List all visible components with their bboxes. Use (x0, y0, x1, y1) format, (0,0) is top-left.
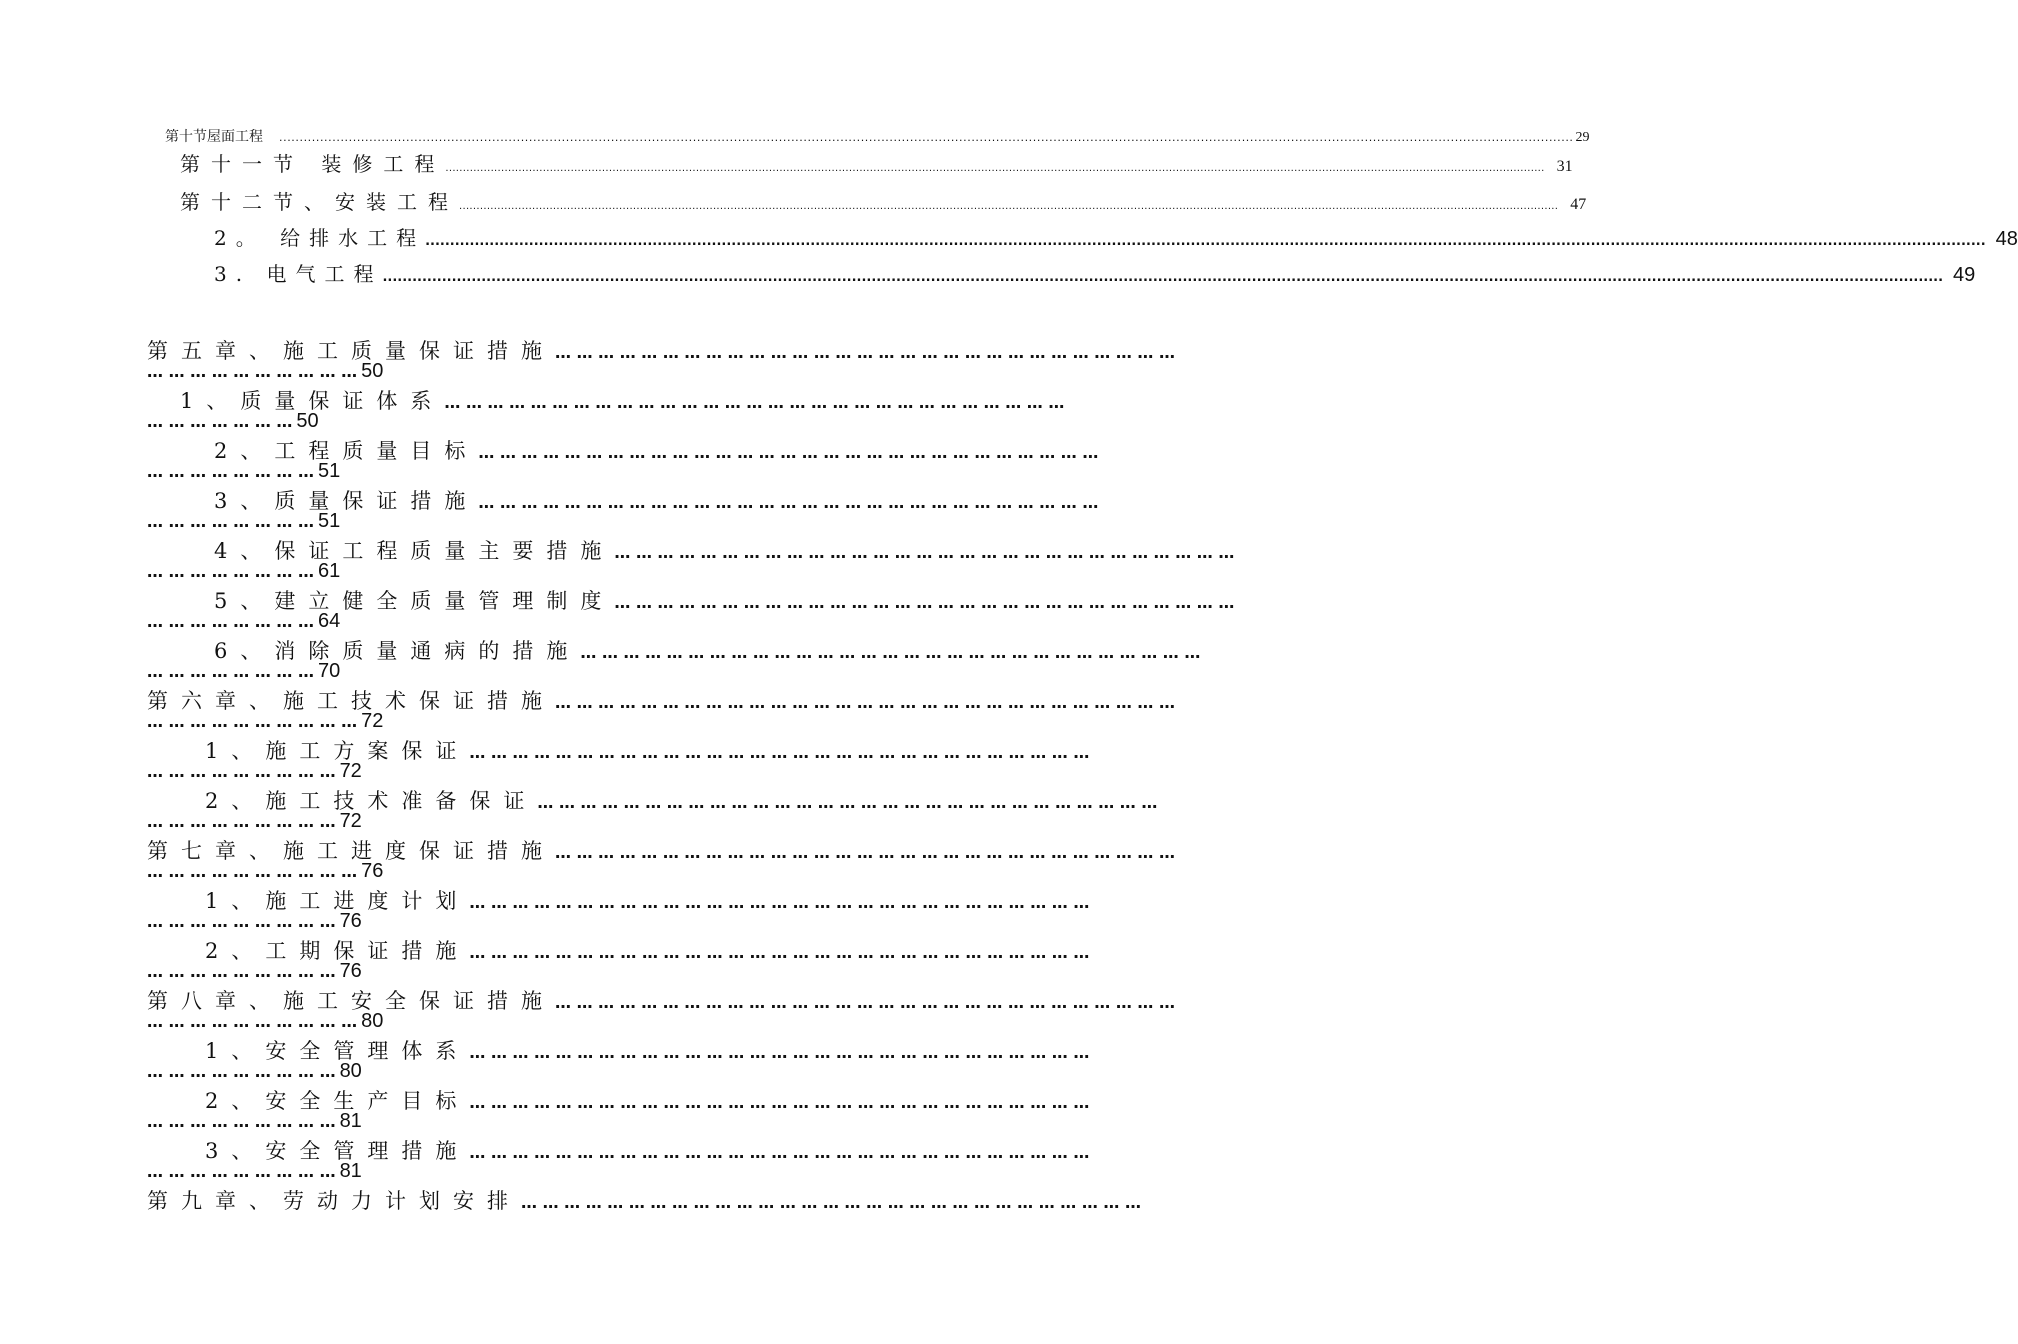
ellipsis-leader: … … … … … … … … … … … … … … … … … … … … … … … … … … … … … (469, 943, 1090, 962)
entry-title: 第九章、劳动力计划安排 (147, 1189, 521, 1213)
entry-second-line (147, 410, 319, 433)
entry-title: 2、工程质量目标 (214, 439, 479, 463)
ellipsis-leader-continued: … … … … … … … … … … (147, 1012, 358, 1031)
ellipsis-leader: … … … … … … … … … … … … … … … … … … … … … … … … … … … … … (614, 593, 1235, 612)
entry-title: 2、安全生产目标 (205, 1089, 470, 1113)
entry-second-line (147, 1060, 362, 1083)
ellipsis-leader: … … … … … … … … … … … … … … … … … … … … … … … … … … … … … (555, 993, 1175, 1012)
entry-page-number: 72 (339, 760, 362, 782)
ellipsis-leader-continued: … … … … … … … … … (147, 812, 336, 831)
dot-leader (279, 131, 1574, 144)
entry-page-number: 51 (318, 460, 341, 482)
entry-second-line (147, 1010, 383, 1033)
ellipsis-leader: … … … … … … … … … … … … … … … … … … … … … … … … … … … … … (555, 843, 1175, 862)
entry-second-line (147, 360, 383, 383)
ellipsis-leader-continued: … … … … … … … … … … (147, 862, 358, 881)
entry-title: 3、安全管理措施 (205, 1139, 470, 1163)
toc-entry-section-12 (180, 186, 1587, 215)
entry-title: 2。 给排水工程 (214, 226, 426, 250)
ellipsis-leader-continued: … … … … … … … … (147, 512, 314, 531)
entry-second-line (147, 560, 340, 583)
entry-second-line (147, 610, 340, 633)
entry-second-line (147, 810, 362, 833)
ellipsis-leader: … … … … … … … … … … … … … … … … … … … … … … … … … … … … … (469, 893, 1090, 912)
ellipsis-leader-continued: … … … … … … … … … (147, 1162, 336, 1181)
entry-second-line (147, 510, 340, 533)
toc-entry (147, 485, 1099, 535)
ellipsis-leader-continued: … … … … … … … … … (147, 762, 336, 781)
toc-entry (147, 885, 1090, 935)
ellipsis-leader: … … … … … … … … … … … … … … … … … … … … … … … … … … … … … (580, 643, 1201, 662)
toc-entry (147, 385, 1065, 435)
ellipsis-leader-continued: … … … … … … … (147, 412, 293, 431)
ellipsis-leader: … … … … … … … … … … … … … … … … … … … … … … … … … … … … … (469, 1143, 1090, 1162)
ellipsis-leader: … … … … … … … … … … … … … … … … … … … … … … … … … … … … … (469, 1043, 1090, 1062)
entry-second-line (147, 960, 362, 983)
entry-title: 2、施工技术准备保证 (205, 789, 538, 813)
entry-page-number: 50 (361, 360, 384, 382)
ellipsis-leader: … … … … … … … … … … … … … … … … … … … … … … … … … … … … … (614, 543, 1235, 562)
ellipsis-leader-continued: … … … … … … … … … (147, 1062, 336, 1081)
ellipsis-leader: … … … … … … … … … … … … … … … … … … … … … … … … … … … … … (555, 693, 1175, 712)
ellipsis-leader-continued: … … … … … … … … (147, 612, 314, 631)
entry-title: 第五章、施工质量保证措施 (147, 339, 555, 363)
ellipsis-leader: … … … … … … … … … … … … … … … … … … … … … … … … … … … … … (478, 443, 1099, 462)
ellipsis-leader-continued: … … … … … … … … (147, 462, 314, 481)
entry-title: 第十二节、安装工程 (180, 190, 459, 214)
entry-second-line (147, 1110, 362, 1133)
ellipsis-leader: … … … … … … … … … … … … … … … … … … … … … … … … … … … … … (555, 343, 1175, 362)
entry-second-line (147, 910, 362, 933)
toc-entry (147, 535, 1235, 585)
dot-leader (382, 270, 1943, 285)
entry-page-number: 49 (1953, 264, 1976, 286)
entry-title: 第十节 (165, 129, 207, 145)
toc-entry (147, 635, 1201, 685)
ellipsis-leader-continued: … … … … … … … … (147, 662, 314, 681)
entry-title: 6、消除质量通病的措施 (214, 639, 581, 663)
ellipsis-leader: … … … … … … … … … … … … … … … … … … … … … … … … … … … … … (444, 393, 1065, 412)
entry-title: 4、保证工程质量主要措施 (214, 539, 615, 563)
ellipsis-leader: … … … … … … … … … … … … … … … … … … … … … … … … … … … … … (469, 743, 1090, 762)
entry-page-number: 81 (339, 1160, 362, 1182)
toc-entry (147, 835, 1175, 885)
entry-page-number: 48 (1995, 228, 2018, 250)
toc-entry (147, 685, 1175, 735)
ellipsis-leader-continued: … … … … … … … … … (147, 912, 336, 931)
dot-leader (459, 201, 1558, 212)
toc-entry (147, 1185, 1141, 1235)
toc-entry (147, 935, 1090, 985)
entry-page-number: 51 (318, 510, 341, 532)
entry-page-number: 76 (361, 860, 384, 882)
entry-subtitle: 屋面工程 (207, 129, 263, 145)
entry-title: 第八章、施工安全保证措施 (147, 989, 555, 1013)
entry-title: 3、质量保证措施 (214, 489, 479, 513)
entry-second-line (147, 460, 340, 483)
entry-title: 1、施工方案保证 (205, 739, 470, 763)
entry-title: 1、施工进度计划 (205, 889, 470, 913)
entry-title: 第六章、施工技术保证措施 (147, 689, 555, 713)
entry-second-line (147, 860, 383, 883)
entry-page-number: 76 (339, 960, 362, 982)
entry-title: 2、工期保证措施 (205, 939, 470, 963)
toc-entry (147, 985, 1175, 1035)
entry-title: 1、安全管理体系 (205, 1039, 470, 1063)
entry-page-number: 29 (1575, 130, 1590, 145)
toc-entry-plumbing (214, 222, 2018, 251)
entry-second-line (147, 760, 362, 783)
toc-entry-section-10 (165, 126, 1590, 146)
ellipsis-leader-continued: … … … … … … … … … … (147, 712, 358, 731)
ellipsis-leader: … … … … … … … … … … … … … … … … … … … … … … … … … … … … … (537, 793, 1158, 812)
entry-page-number: 47 (1570, 196, 1587, 213)
entry-title: 3. 电气工程 (214, 262, 383, 286)
entry-page-number: 80 (339, 1060, 362, 1082)
ellipsis-leader: … … … … … … … … … … … … … … … … … … … … … … … … … … … … … (478, 493, 1099, 512)
ellipsis-leader: … … … … … … … … … … … … … … … … … … … … … … … … … … … … … (469, 1093, 1090, 1112)
entry-page-number: 72 (339, 810, 362, 832)
entry-page-number: 81 (339, 1110, 362, 1132)
toc-entry (147, 785, 1158, 835)
entry-title: 1、质量保证体系 (180, 389, 445, 413)
toc-entry (147, 735, 1090, 785)
entry-title: 5、建立健全质量管理制度 (214, 589, 615, 613)
entry-page-number: 72 (361, 710, 384, 732)
entry-page-number: 64 (318, 610, 341, 632)
entry-title: 第十一节 装修工程 (180, 152, 446, 176)
toc-entry (147, 335, 1175, 385)
ellipsis-leader-continued: … … … … … … … … … … (147, 362, 358, 381)
ellipsis-leader-continued: … … … … … … … … (147, 562, 314, 581)
entry-second-line (147, 1160, 362, 1183)
toc-entry-section-11 (180, 148, 1573, 177)
dot-leader (445, 163, 1544, 174)
entry-page-number: 70 (318, 660, 341, 682)
toc-entry (147, 1035, 1090, 1085)
entry-page-number: 61 (318, 560, 341, 582)
ellipsis-leader: … … … … … … … … … … … … … … … … … … … … … … … … … … … … … (521, 1193, 1141, 1212)
entry-page-number: 31 (1556, 158, 1573, 175)
toc-entry (147, 1085, 1090, 1135)
toc-entry (147, 435, 1099, 485)
toc-entry (147, 585, 1235, 635)
entry-page-number: 76 (339, 910, 362, 932)
entry-first-line (147, 1185, 1141, 1215)
entry-page-number: 80 (361, 1010, 384, 1032)
entry-second-line (147, 660, 340, 683)
entry-page-number: 50 (296, 410, 319, 432)
entry-second-line (147, 710, 383, 733)
toc-entry (147, 1135, 1090, 1185)
toc-entry-electrical (214, 258, 1976, 287)
ellipsis-leader-continued: … … … … … … … … … (147, 962, 336, 981)
entry-title: 第七章、施工进度保证措施 (147, 839, 555, 863)
ellipsis-leader-continued: … … … … … … … … … (147, 1112, 336, 1131)
dot-leader (425, 234, 1986, 249)
